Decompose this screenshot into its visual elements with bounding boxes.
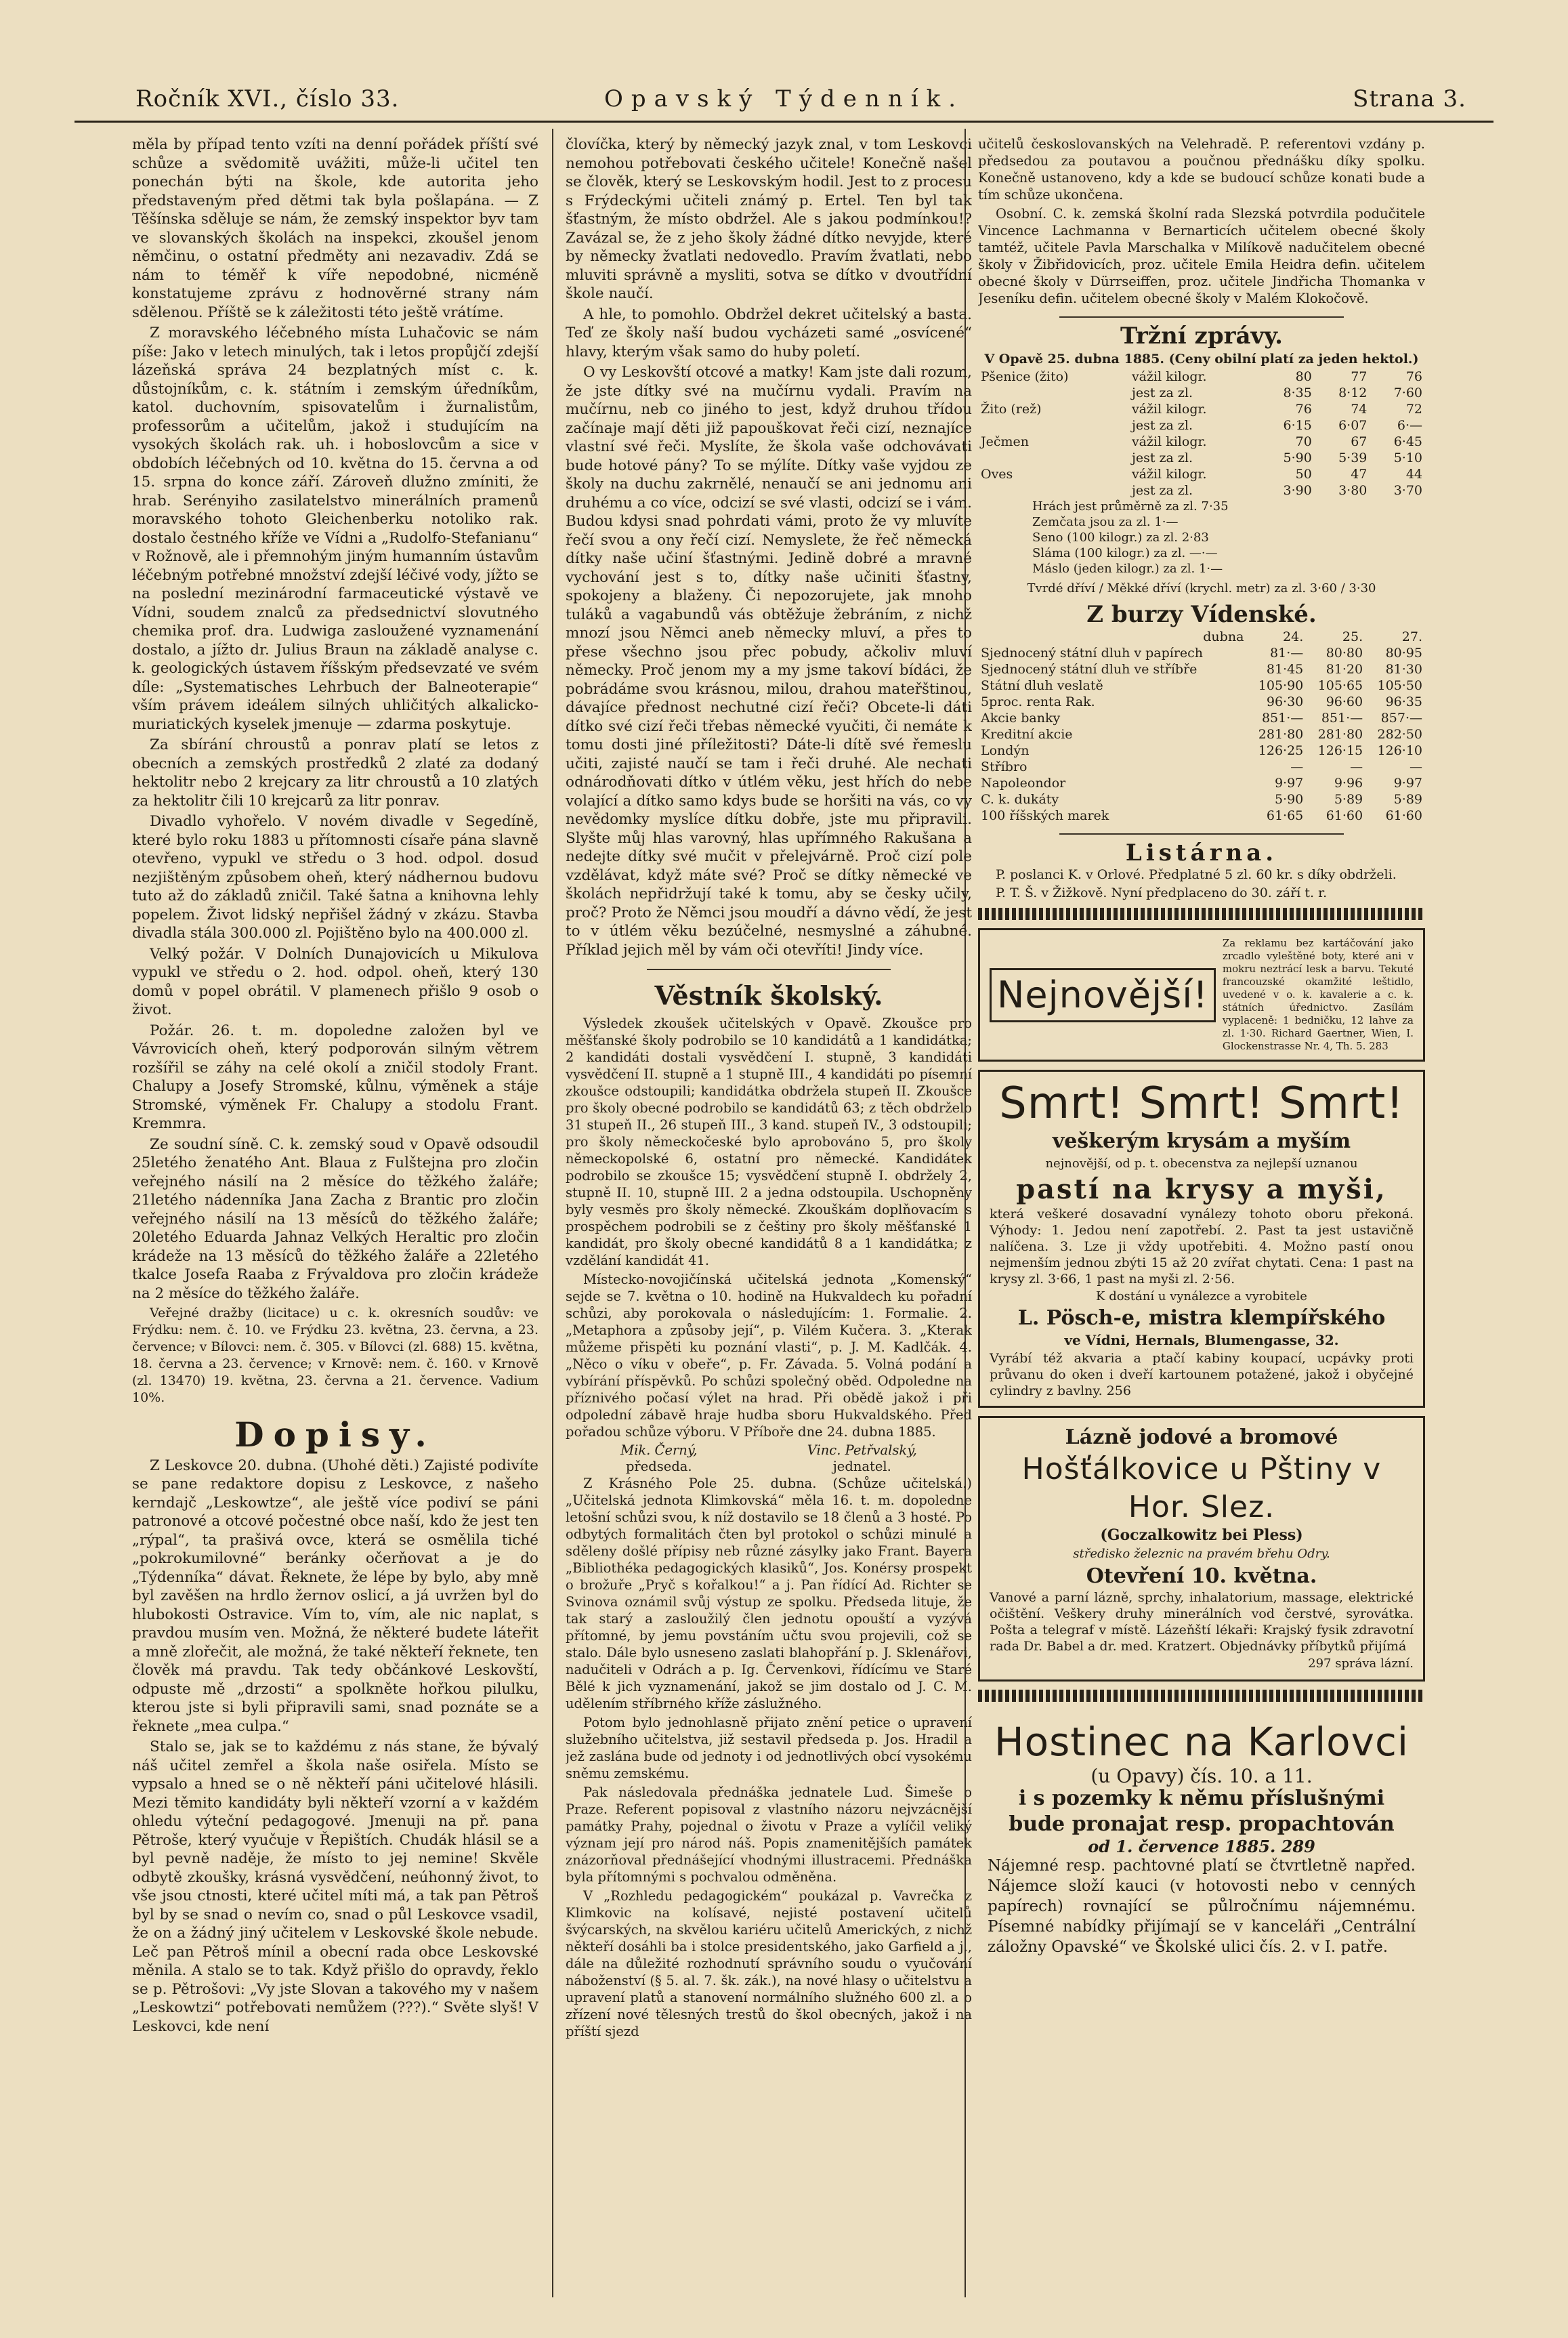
bourse-date: 24. (1283, 629, 1304, 644)
ad-line: bude pronajat resp. propachtován (1009, 1812, 1395, 1836)
market-row (978, 401, 1425, 417)
bourse-row (978, 743, 1425, 759)
market-cell: 47 (1351, 467, 1368, 482)
market-row (978, 434, 1425, 450)
market-cell: 5·39 (1338, 451, 1368, 465)
bourse-cell: — (1410, 759, 1422, 774)
market-extra-line: Seno (100 kilogr.) za zl. 2·83 (1032, 530, 1209, 545)
bourse-cell: 281·80 (1258, 726, 1304, 742)
section-heading-school: Věstník školský. (654, 980, 883, 1011)
bourse-cell: Napoleondor (981, 775, 1066, 791)
ad-maker: L. Pösch-e, mistra klempířského (1017, 1306, 1386, 1330)
market-table (978, 369, 1425, 499)
article-text: Osobní. C. k. zemská školní rada Slezská potvrdila podučitele Vincence Lachmanna v Bernarticích učitelem obecné školy tamtéž, učitele Pavla Marschalka v Milíkově nadučitelem obecné školy v Žibřidovicích, proz. učitele Emila Heidra defin. učitelem obecné školy v Dürrseiffen, proz. učitele Jindřicha Thomanka v Jeseníku defin. učitelem obecné školy v Malém Klokočově. (978, 206, 1425, 306)
bourse-cell: 80·95 (1385, 645, 1422, 661)
ad-body: která veškeré dosavadní vynálezy tohoto oboru překoná. Výhody: 1. Jedou není zapotřebí. 2. Past ta jest ustavičně nalíčena. 3. Lze ji vždy upotřebiti. 4. Možno pastí onou nejmenším jednou zbýti 15 až 20 zvířat chytati. Cena: 1 past na krysy zl. 3·66, 1 past na myši zl. 2·56. (990, 1206, 1414, 1287)
market-cell: Pšenice (žito) (981, 369, 1069, 384)
bourse-cell: Akcie banky (981, 710, 1061, 726)
bourse-cell: 81·45 (1266, 661, 1304, 677)
market-row (978, 369, 1425, 385)
market-cell: 7·60 (1393, 385, 1422, 400)
bourse-cell: Státní dluh veslatě (981, 677, 1103, 693)
article-text: Pak následovala přednáška jednatele Lud. Šimeše o Praze. Referent popisoval z vlastního názoru nejvzácnější památky Prahy, pojednal o životu v Praze a vylíčil veliký význam její pro národ náš. Popis znamenitějších památek znázorňoval přednášející vhodnými illustracemi. Přednáška byla přítomnými s pochvalou odměněna. (566, 1784, 972, 1885)
article-text: učitelů českoslovanských na Velehradě. P. referentovi vzdány p. předsedou za poutavou a poučnou přednášku díky spolku. Konečně ustanoveno, kdy a kde se budoucí schůze konati bude a tím schůze ukončena. (978, 136, 1425, 203)
listarna-heading: Listárna. (1125, 839, 1278, 867)
market-row (978, 385, 1425, 401)
bourse-cell: 126·15 (1317, 743, 1363, 758)
bourse-row (978, 775, 1425, 791)
bourse-cell: 5·89 (1393, 791, 1422, 807)
ad-body: Za reklamu bez kartáčování jako zrcadlo vyleštěné boty, které ani v mokru neztrácí lesk a barvu. Tekuté francouzské okamžité leštidlo, uvedené v o. k. kavalerie a c. k. státních úřednictvo. Zasílám vyplaceně: 1 bedničku, 12 lahve za zl. 1·30. Richard Gaertner, Wien, I. Glockenstrasse Nr. 4, Th. 5. 283 (1222, 937, 1414, 1052)
market-row (978, 417, 1425, 434)
market-cell: 80 (1295, 369, 1312, 384)
bourse-date: dubna (1203, 629, 1244, 644)
ad-line: (u Opavy) čís. 10. a 11. (1090, 1765, 1313, 1787)
market-cell: 76 (1295, 402, 1312, 417)
bourse-cell: 96·35 (1385, 694, 1422, 709)
article-text: Ze soudní síně. C. k. zemský soud v Opavě odsoudil 25letého ženatého Ant. Blaua z Fulštejna pro zločin veřejného násilí na 2 měsíce do těžkého žaláře; 21letého nádenníka Jana Zacha z Brantic pro zločin veřejného násilí na 13 měsíců do těžkého žaláře; 20letého Eduarda Jahnaz Velkých Heraltic pro zločin krádeže na 13 měsíců do těžkého žaláře a 22letého tkalce Josefa Raaba z Frývaldova pro zločin krádeže na 2 měsíce do těžkého žaláře. (132, 1135, 538, 1302)
ad-body: Nájemné resp. pachtovné platí se čtvrtletně napřed. Nájemce složí kauci (v hotovosti nebo v cenných papírech) rovnající se půlročnímu nájemnému. Písemné nabídky přijímají se v kanceláři „Centrální záložny Opavské“ ve Školské ulici čís. 2. v I. patře. (988, 1857, 1416, 1956)
bourse-row (978, 710, 1425, 726)
bourse-cell: 105·65 (1317, 677, 1363, 693)
bourse-cell: 857·— (1380, 710, 1422, 726)
divider (1059, 833, 1344, 835)
bourse-cell: 81·— (1270, 645, 1304, 661)
divider (647, 969, 891, 970)
bourse-cell: 9·97 (1393, 775, 1422, 791)
market-cell: vážil kilogr. (1131, 434, 1207, 449)
ad-line: (Goczalkowitz bei Pless) (1100, 1526, 1303, 1544)
market-cell: 74 (1351, 402, 1368, 417)
ad-line: Otevření 10. května. (1086, 1564, 1317, 1588)
bourse-cell: 5·90 (1274, 791, 1304, 807)
bourse-cell: 81·30 (1385, 661, 1422, 677)
bourse-cell: — (1350, 759, 1363, 774)
listarna-note: P. T. Š. v Žižkově. Nyní předplaceno do 30. září t. r. (996, 885, 1328, 900)
market-row (978, 450, 1425, 466)
decorative-rule (978, 908, 1425, 920)
bourse-cell: 61·60 (1385, 808, 1422, 823)
market-cell: 44 (1405, 467, 1422, 482)
bourse-cell: 105·90 (1258, 677, 1304, 693)
market-cell: 6·45 (1393, 434, 1422, 449)
article-text: Za sbírání chroustů a ponrav platí se letos z obecních a zemských prostředků 2 zlaté za dodaný hektolitr nebo 2 krejcary za litr chroustů a 10 zlatých za hektolitr čili 10 krejcarů za litr ponrav. (132, 736, 538, 810)
bourse-cell: C. k. dukáty (981, 791, 1059, 807)
market-cell: 5·10 (1393, 451, 1422, 465)
bourse-row (978, 677, 1425, 694)
ad-sign: 297 správa lázní. (1308, 1656, 1414, 1671)
article-text: měla by případ tento vzíti na denní pořádek příští své schůze a svědomitě uvážiti, může-li učitel ten ponechán býti na škole, kde autorita jeho představeným před dětmi tak byla pošlapána. — Z Těšínska sděluje se nám, že zemský inspektor byv tam ve slovanských školách na inspekci, zkoušel jenom němčinu, o ostatní předměty ani nezavadiv. Zdá se nám to téměř k víře nepodobné, nicméně konstatujeme zprávu z hodnověrné strany nám sdělenou. Příště se k záležitosti této ještě vrátíme. (132, 136, 538, 321)
market-cell: vážil kilogr. (1131, 369, 1207, 384)
ad-headline: Hošťálkovice u Pštiny v Hor. Slez. (1021, 1451, 1382, 1524)
column-3 (978, 135, 1425, 2297)
column-2 (566, 135, 972, 2297)
market-subheading: V Opavě 25. dubna 1885. (Ceny obilní platí za jeden hektol.) (984, 351, 1419, 367)
ad-shoe-polish (978, 928, 1425, 1062)
market-extra-line: Máslo (jeden kilogr.) za zl. 1·— (1032, 562, 1223, 576)
market-cell: Žito (rež) (981, 402, 1042, 417)
signatures (566, 1442, 972, 1475)
ad-body: Vyrábí též akvaria a ptačí kabiny koupací, ucpávky proti průvanu do oken i dveří kartounem potažené, jakož i obyčejné cylindry z bavlny. 256 (990, 1350, 1414, 1398)
market-cell: Ječmen (981, 434, 1029, 449)
market-cell: jest za zl. (1131, 385, 1193, 400)
article-text: Místecko-novojičínská učitelská jednota „Komenský“ sejde se 7. května o 10. hodině na Hukvaldech ku pořadní schůzi, aby porokovala o následujícím: 1. Formalie. 2. „Metaphora a způsoby její“, p. Vilém Kučera. 3. „Kterak můžeme přispěti ku poznání vlasti“, p. J. M. Kadlčák. 4. „Něco o víku v obeře“, p. Fr. Závada. 5. Volná podání a vybírání příspěvků. Po schůzi společný oběd. Odpoledne na příznivého počasí výlet na hrad. Při obědě jakož i při odpolední zábavě hraje hudba sboru Hukvaldského. Před pořadou schůze výboru. V Příboře dne 24. dubna 1885. (566, 1271, 972, 1440)
ad-headline: Nejnovější! (990, 968, 1216, 1022)
market-cell: 67 (1351, 434, 1368, 449)
newspaper-title: Opavský Týdenník. (603, 85, 965, 112)
bourse-row (978, 759, 1425, 775)
listarna-note: P. poslanci K. v Orlové. Předplatné 5 zl. 60 kr. s díky obdrželi. (996, 867, 1397, 882)
bourse-cell: 61·60 (1326, 808, 1363, 823)
market-cell: 6·— (1397, 418, 1422, 433)
issue-label: Ročník XVI., číslo 33. (135, 85, 400, 112)
signature-secretary: Vinc. Petřvalský, jednatel. (807, 1442, 917, 1474)
ad-line: veškerým krysám a myším (1052, 1129, 1351, 1153)
market-extra-line: Sláma (100 kilogr.) za zl. —·— (1032, 546, 1218, 560)
ad-line: středisko železnic na pravém břehu Odry. (1073, 1547, 1330, 1561)
bourse-cell: 96·30 (1266, 694, 1304, 709)
article-text: Výsledek zkoušek učitelských v Opavě. Zkoušce pro měšťanské školy podrobilo se 10 kandidátů a 1 kandidátka; 2 kandidáti dostali vysvědčení I. stupně, 3 kandidáti vysvědčení II. stupně a 1 stupně III., 4 kandidáti po písemní zkoušce odstoupili; kandidátka obdržela stupeň II. Zkoušce pro školy obecné podrobilo se kandidátů 63; z těch obdrželo 31 stupeň II., 26 stupeň III., 3 kand. stupeň IV., 3 odstoupili; pro školy německočeské bylo aprobováno 5, pro školy německopolské 6, ostatní pro německé. Kandidátek podrobilo se zkoušce 15; vysvědčení stupně I. obdržely 2, stupně II. 10, stupně III. 2 a jedna odstoupila. Uschopněny byly vesměs pro školy německé. Zkouškám doplňovacím s prospěchem podrobili se z češtiny pro školy měšťanské 1 kandidát, pro školy obecné kandidátů 8 a 1 kandidátka; z vzdělání kandidát 41. (566, 1015, 972, 1268)
bourse-cell: 96·60 (1326, 694, 1363, 709)
market-cell: 70 (1295, 434, 1312, 449)
bourse-cell: 80·80 (1326, 645, 1363, 661)
auction-notice: Veřejné dražby (licitace) u c. k. okresních soudův: ve Frýdku: nem. č. 10. ve Frýdku 23. května, 23. června, a 23. července; v Bílovci: nem. č. 305. v Bílovci (zl. 688) 15. května, 18. června a 23. července; v Krnově: nem. č. 160. v Krnově (zl. 13470) 19. května, 23. června a 21. července. Vadium 10%. (132, 1306, 538, 1405)
bourse-row (978, 645, 1425, 661)
ad-line: K dostání u vynálezce a vyrobitele (1096, 1289, 1307, 1303)
market-cell: 76 (1405, 369, 1422, 384)
ad-line: pastí na krysy a myši, (1016, 1173, 1387, 1205)
bourse-cell: 81·20 (1326, 661, 1363, 677)
bourse-heading: Z burzy Vídenské. (1086, 601, 1317, 628)
bourse-cell: 9·96 (1334, 775, 1363, 791)
market-row (978, 466, 1425, 482)
ad-inn (978, 1710, 1425, 1964)
market-cell: jest za zl. (1131, 451, 1193, 465)
ad-headline: Hostinec na Karlovci (994, 1719, 1409, 1765)
market-cell: 6·07 (1338, 418, 1368, 433)
bourse-header-row (978, 629, 1425, 645)
wood-prices: Tvrdé dříví / Měkké dříví (krychl. metr) za zl. 3·60 / 3·30 (1027, 581, 1376, 596)
bourse-cell: 126·10 (1377, 743, 1422, 758)
market-cell: jest za zl. (1131, 418, 1193, 433)
bourse-cell: 9·97 (1274, 775, 1304, 791)
market-cell: vážil kilogr. (1131, 467, 1207, 482)
market-cell (978, 450, 1129, 466)
market-cell: jest za zl. (1131, 483, 1193, 498)
ad-headline: Smrt! Smrt! Smrt! (999, 1079, 1404, 1129)
market-cell: 5·90 (1283, 451, 1312, 465)
bourse-cell: 126·25 (1258, 743, 1304, 758)
bourse-cell: 5·89 (1334, 791, 1363, 807)
bourse-cell: Sjednocený státní dluh v papírech (981, 645, 1204, 661)
bourse-date: 25. (1342, 629, 1363, 644)
bourse-cell: Stříbro (981, 759, 1027, 774)
market-cell: Oves (981, 467, 1013, 482)
market-extra-line: Hrách jest průměrně za zl. 7·35 (1032, 499, 1229, 514)
signature-chair: Mik. Černý, předseda. (620, 1442, 698, 1474)
bourse-cell: 105·50 (1377, 677, 1422, 693)
bourse-cell: 851·— (1261, 710, 1304, 726)
article-text: V „Rozhledu pedagogickém“ poukázal p. Vavrečka z Klimkovic na kolísavé, nejisté postavení učitelů švýcarských, na skvělou kariéru učitelů Amerických, z nichž někteří dosáhli ba i stolce presidentského, jako Garfield a j., dále na důležité rozhodnutí správního soudu o vyučování náboženství (§ 5. al. 7. šk. zák.), na nové hlasy o učitelstvu a upravení platů a stanovení normálního služného 600 zl. a o zřízení nové tělesných trestů do škol obecných, jakož i na příští sjezd (566, 1887, 972, 2039)
bourse-cell: 61·65 (1266, 808, 1304, 823)
bourse-row (978, 791, 1425, 808)
page-number: Strana 3. (1353, 85, 1466, 112)
bourse-cell: — (1290, 759, 1304, 774)
bourse-cell: 851·— (1321, 710, 1363, 726)
bourse-row (978, 694, 1425, 710)
market-cell: vážil kilogr. (1131, 402, 1207, 417)
bourse-row (978, 726, 1425, 743)
bourse-cell: 282·50 (1377, 726, 1422, 742)
bourse-cell: Kreditní akcie (981, 726, 1073, 742)
market-cell: 3·80 (1338, 483, 1368, 498)
bourse-date: 27. (1401, 629, 1422, 644)
page-header (75, 80, 1493, 123)
divider (1059, 316, 1344, 318)
market-extra (978, 499, 1425, 577)
letter-text: človíčka, který by německý jazyk znal, v tom Leskovci nemohou potřebovati českého učitele! Konečně našel se člověk, který se Leskovským hodil. Jest to z procesu s Frýdeckými učiteli známý p. Ertel. Ten byl tak šťastným, že místo obdržel. Ale s jakou podmínkou!? Zavázal se, že z jeho školy žádné dítko nevyjde, které by německy žvatlati nedovedlo. Pravím žvatlati, nebo mluviti správně a mysliti, sotva se dítko v dvoutřídní škole naučí. (566, 136, 972, 302)
bourse-row (978, 808, 1425, 824)
bourse-cell: 5proc. renta Rak. (981, 694, 1095, 709)
bourse-cell: 281·80 (1317, 726, 1363, 742)
market-cell: 3·70 (1393, 483, 1422, 498)
letter-text: O vy Leskovští otcové a matky! Kam jste dali rozum, že jste dítky své na mučírnu vydali. Pravím na mučírnu, neb co jiného to jest, když druhou třídou začínaje mají děti již papouškovat řeči cizí, neznajíce vlastní své řeči. Myslíte, že škola vaše odchovávati bude hotové pány? To se mýlíte. Dítky vaše vyjdou ze školy na duchu zakrnělé, nenaučí se ani jednomu ani druhému a co více, odcizí se své vlasti, odcizí se i vám. Budou kdysi snad pohrdati vámi, proto že vy mluvíte řečí svou a ony řečí cizí. Nemyslete, že řeč německá dítky naše učiní šťastnými. Jedině dobré a mravné vychování jest s to, dítky naše učiniti šťastny, spokojeny a blaženy. Či nepozorujete, jak mnoho tuláků a vagabundů vás obtěžuje žebráním, z nichž mnozí jsou Němci aneb německy mluví, a přes to přese všechno jsou přec pobudy, ačkoliv mluví německy. Proč jenom my a my jsme takoví bídáci, že pobrádáme svou krásnou, milou, drahou mateřštinou, dávajíce přednost nechutné cizí řeči? Obcete-li dáti dítko své cizí řeči třebas německé vyučiti, či nemáte k tomu dosti jiné příležitosti? Dáte-li dítě své řemeslu učiti, zajisté naučí se tam i řeči druhé. Ale nechati odnárodňovati dítko v útlém věku, jest hřích do nebe volající a dítko samo kdys bude se horšiti na vás, co vy nevědomky myslíce dítku dobře, jste mu připravili. Slyšte můj hlas varovný, hlas upřímného Rakušana a nedejte dítky své mučit v přelejvárně. Proč cizí pole vzdělávat, když máte své? Proč se dítky německé ve školách nepřidržují také k tomu, aby se česky učily, proč? Proto že Němci jsou moudří a dávno vědí, že jest to v útlém věku bezúčelné, nesmyslné a záhubné. Příklad jejich měl by vám oči otevříti! Jindy více. (566, 364, 972, 959)
ad-line: Lázně jodové a bromové (1065, 1425, 1338, 1449)
column-divider (552, 129, 553, 2297)
market-cell: 8·35 (1283, 385, 1312, 400)
market-extra-line: Zemčata jsou za zl. 1·— (1032, 515, 1179, 529)
bourse-row (978, 661, 1425, 677)
ad-line: nejnovější, od p. t. obecenstva za nejlepší uznanou (1045, 1156, 1358, 1171)
market-cell (978, 417, 1129, 434)
section-heading-letters: Dopisy. (234, 1415, 436, 1455)
letter-text: Z Leskovce 20. dubna. (Uhohé děti.) Zajisté podivíte se pane redaktore dopisu z Leskovce, z našeho kerndajč „Leskowtze“, ale ještě více podiví se páni patronové a otcové počestné obce naší, kdo že jest ten „rýpal“, ta prašivá ovce, která se osmělila tiché „pokrokumilovné“ beránky očerňovat a je do „Týdenníka“ dávat. Řeknete, že lépe by bylo, aby mně byl zavěšen na hrdlo žernov oslicí, a já uvržen byl do hlubokosti Ostravice. Vím to, vím, ale nic naplat, s pravdou musím ven. Možná, že některé budete láteřit a mně zlořečit, ale možná, že také někteří řeknete, ten člověk má pravdu. Tak tedy občánkové Leskovští, odpuste mě „drzosti“ a spolkněte hořkou pilulku, kterou jste si byli připravili sami, snad poznáte se a řeknete „mea culpa.“ (132, 1457, 538, 1735)
market-heading: Tržní zprávy. (1120, 322, 1283, 350)
article-text: Požár. 26. t. m. dopoledne založen byl ve Vávrovicích oheň, který podporován silným větrem rozšířil se záhy na celé okolí a zničil stodoly Frant. Chalupy a Josefy Stromské, kůlnu, výměnek a stáje Stromské, výměnek Fr. Chalupy a stodolu Frant. Kremmra. (132, 1022, 538, 1132)
market-cell: 50 (1295, 467, 1312, 482)
ad-body: Vanové a parní lázně, sprchy, inhalatorium, massage, elektrické očištění. Veškery druhy minerálních vod čerstvé, syrovátka. Pošta a telegraf v místě. Lázeňští lékaři: Krajský fysik zdravotní rada Dr. Babel a dr. med. Kratzert. Objednávky příbytků přijímá (990, 1589, 1414, 1654)
market-row (978, 482, 1425, 499)
market-cell (978, 482, 1129, 499)
ad-address: ve Vídni, Hernals, Blumengasse, 32. (1064, 1332, 1339, 1348)
article-text: Velký požár. V Dolních Dunajovicích u Mikulova vypukl ve středu o 2. hod. odpol. oheň, který 130 domů v popel obrátil. V plamenech přišlo 9 osob o život. (132, 945, 538, 1018)
market-cell: 77 (1351, 369, 1368, 384)
letter-text: A hle, to pomohlo. Obdržel dekret učitelský a basta. Teď ze školy naší budou vycházeti samé „osvícené“ hlavy, kterým však samo do huby poletí. (566, 306, 972, 360)
bourse-cell: 100 říšských marek (981, 808, 1109, 823)
decorative-rule (978, 1690, 1425, 1702)
market-cell: 72 (1405, 402, 1422, 417)
market-cell: 8·12 (1338, 385, 1368, 400)
letter-text: Stalo se, jak se to každému z nás stane, že bývalý náš učitel zemřel a škola naše osiřela. Místo se vypsalo a hned se o ně někteří páni učitelové hlásili. Mezi těmito kandidáty byli někteří vzorní a v každém ohledu výteční pedagogové. Jmenuji na př. pana Pětroše, který vyučuje v Řepištích. Chudák hlásil se a byl pevně naděje, že místo to jej nemine! Skvěle odbytě zkoušky, krásná vysvědčení, neúhonný život, to vše jsou ctnosti, které učitel míti má, a tak pan Pětroš byl by se snad o nevím co, snad o půl Leskovce vsadil, že on a žádný jiný učitelem v Leskovské škole nebude. Leč pan Pětroš mínil a obecní rada obce Leskovské měnila. A stalo se to tak. Když přišlo do opravdy, řeklo se p. Pětrošovi: „Vy jste Slovan a takového my v našem „Leskowtzi“ potřebovati nemůžem (???).“ Světe slyš! V Leskovci, kde není (132, 1738, 538, 2035)
article-text: Potom bylo jednohlasně přijato znění petice o upravení služebního učitelstva, již sestavil předseda p. Jos. Hradil a jež zaslána bude od jednoty i od jednotlivých obcí vysokému sněmu zemskému. (566, 1714, 972, 1781)
article-text: Z moravského léčebného místa Luhačovic se nám píše: Jako v letech minulých, tak i letos propůjčí zdejší lázeňská správa 24 bezplatných míst c. k. důstojníkům, c. k. státním i zemským úředníkům, katol. duchovním, spisovatelům i žurnalistům, professorům a učitelům, jakož i studujícím na vysokých školách rak. uh. i hoboslovcům a sice v obdobích léčebných od 10. května do 15. června a od 15. srpna do konce září. Zároveň dlužno zmíniti, že hrab. Serényiho zasilatelstvo minerálních pramenů moravského tohoto Gleichenberku notoliko rak. dostalo čestného kříže ve Vídni a „Rudolfo-Stefanianu“ v Rožnově, ale i přemnohým jiným humanním ústavům léčebným potřebné množství zdejší léčivé vody, jížto se na poslední mezinárodní farmaceutické výstavě ve Vídni, soudem znalců za předsednictví slovutného chemika prof. dra. Ludwiga zasloužené vyznamenání dostalo, a jížto dr. Julius Braun na základě analyse c. k. geologických ústavem říšským předsevzaté ve svém díle: „Systematisches Lehrbuch der Balneoterapie“ vším právem ideálem silných uhličitých alkalicko-muriatických kyselek jmenuje — zdarma poskytuje. (132, 325, 538, 733)
article-text: Divadlo vyhořelo. V novém divadle v Segedíně, které bylo roku 1883 u přítomnosti císaře pána slavně otevřeno, vypukl ve středu o 3 hod. odpol. dosud nezjištěným způsobem oheň, který nádhernou budovu tuto až do základů zničil. Také šatna a knihovna lehly popelem. Život lidský nepřišel žádný v zkázu. Stavba divadla stála 300.000 zl. Pojištěno bylo na 400.000 zl. (132, 813, 538, 942)
market-cell: 6·15 (1283, 418, 1312, 433)
ad-spa (978, 1416, 1425, 1682)
bourse-table (978, 629, 1425, 824)
market-cell: 3·90 (1283, 483, 1312, 498)
market-cell (978, 385, 1129, 401)
ad-line: od 1. července 1885. 289 (1088, 1836, 1315, 1856)
bourse-cell: Sjednocený státní dluh ve stříbře (981, 661, 1198, 677)
article-text: Z Krásného Pole 25. dubna. (Schůze učitelská.) „Učitelská jednota Klimkovská“ měla 16. t. m. dopoledne letošní schůzi svou, k níž dostavilo se 18 členů a 3 hosté. Po odbytých formalitách čten byl protokol o schůzi minulé a sděleny došlé přípisy neb různé zásylky jako Frant. Bayera „Bibliothéka pedagogických klasiků“, Jos. Konérsy prospekt o brožuře „Pryč s kořalkou!“ a j. Pan řídící Ad. Richter se Svinova oznámil svůj výstup ze spolku. Předseda lituje, že tak starý a zasloužilý člen jednotu opouští a vyzývá přítomné, by jemu povstáním učtu svou projevili, což se stalo. Dále bylo usneseno zaslati blahopřání p. J. Sklenářovi, nadučiteli v Odrách a p. Ig. Červenkovi, řídícímu ve Staré Bělé k jich vyznamenání, jakož se jim dostalo od J. C. M. udělením stříbrného kříže záslužného. (566, 1475, 972, 1711)
column-1 (132, 135, 538, 2297)
bourse-cell: Londýn (981, 743, 1030, 758)
ad-rat-trap (978, 1070, 1425, 1408)
ad-line: i s pozemky k němu příslušnými (1018, 1786, 1385, 1810)
